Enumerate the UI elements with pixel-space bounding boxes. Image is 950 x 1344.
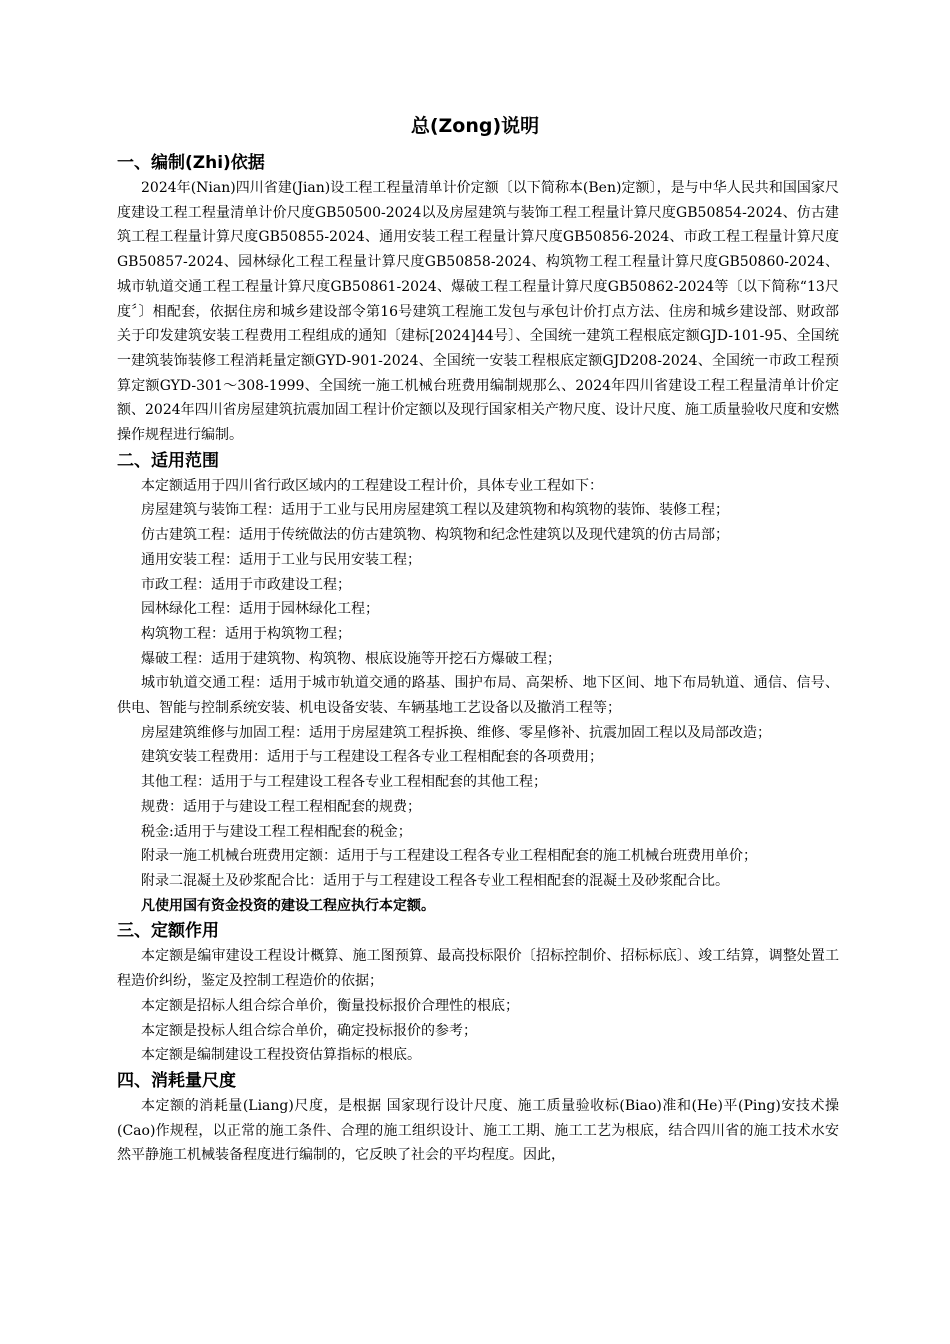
paragraph: 本定额是招标人组合综合单价，衡量投标报价合理性的根底； <box>141 997 519 1014</box>
paragraph: 规费：适用于与建设工程工程相配套的规费； <box>141 798 421 815</box>
section-heading-basis: 一、编制(Zhi)依据 <box>117 153 265 173</box>
paragraph: 构筑物工程：适用于构筑物工程； <box>141 625 351 642</box>
paragraph: 2024年(Nian)四川省建(Jian)设工程工程量清单计价定额〔以下简称本(Ben)定额〕，是与中华人民共和国国家尺度建设工程工程量清单计价尺度GB50500-2024以及房屋建筑与装饰工程工程量计算尺度GB50854-2024、仿古建筑工程工程量计算尺度GB50855-2024、通用安装工程工程量计算尺度GB50856-2024、市政工程工程量计算尺度GB50857-2024、园林绿化工程工程量计算尺度GB50858-2024、构筑物工程工程量计算尺度GB50860-2024、城市轨道交通工程工程量计算尺度GB50861-2024、爆破工程工程量计算尺度GB50862-2024等〔以下简称“13尺度〞〕相配套，依据住房和城乡建设部令第16号建筑工程施工发包与承包计价打点方法、住房和城乡建设部、财政部关于印发建筑安装工程费用工程组成的通知〔建标[2024]44号〕、全国统一建筑工程根底定额GJD-101-95、全国统一建筑装饰装修工程消耗量定额GYD-901-2024、全国统一安装工程根底定额GJD208-2024、全国统一市政工程预算定额GYD-301～308-1999、全国统一施工机械台班费用编制规那么、2024年四川省建设工程工程量清单计价定额、2024年四川省房屋建筑抗震加固工程计价定额以及现行国家相关产物尺度、设计尺度、施工质量验收尺度和安燃操作规程进行编制。 <box>117 180 839 444</box>
paragraph: 税金:适用于与建设工程工程相配套的税金； <box>141 823 412 840</box>
paragraph: 房屋建筑与装饰工程：适用于工业与民用房屋建筑工程以及建筑物和构筑物的装饰、装修工程； <box>141 502 729 519</box>
paragraph: 建筑安装工程费用：适用于与工程建设工程各专业工程相配套的各项费用； <box>141 749 603 766</box>
paragraph: 附录一施工机械台班费用定额：适用于与工程建设工程各专业工程相配套的施工机械台班费用单价； <box>141 848 757 865</box>
document-title: 总(Zong)说明 <box>410 115 540 137</box>
paragraph: 城市轨道交通工程：适用于城市轨道交通的路基、围护布局、高架桥、地下区间、地下布局轨道、通信、信号、供电、智能与控制系统安装、机电设备安装、车辆基地工艺设备以及撤消工程等； <box>117 675 839 717</box>
section-heading-consumption: 四、消耗量尺度 <box>117 1070 236 1091</box>
section-heading-scope: 二、适用范围 <box>117 450 219 471</box>
paragraph: 本定额是编审建设工程设计概算、施工图预算、最高投标限价〔招标控制价、招标标底〕、竣工结算，调整处置工程造价纠纷，鉴定及控制工程造价的依据； <box>117 948 839 990</box>
paragraph: 本定额是编制建设工程投资估算指标的根底。 <box>141 1047 421 1064</box>
paragraph: 附录二混凝土及砂浆配合比：适用于与工程建设工程各专业工程相配套的混凝土及砂浆配合比。 <box>141 872 729 889</box>
paragraph: 本定额的消耗量(Liang)尺度，是根据 国家现行设计尺度、施工质量验收标(Biao)准和(He)平(Ping)安技术操(Cao)作规程，以正常的施工条件、合理的施工组织设计、施工工期、施工工艺为根底，结合四川省的施工技术水安然平静施工机械装备程度进行编制的，它反映了社会的平均程度。因此， <box>117 1097 839 1164</box>
paragraph: 仿古建筑工程：适用于传统做法的仿古建筑物、构筑物和纪念性建筑以及现代建筑的仿古局部； <box>141 527 729 544</box>
emphasis-paragraph: 凡使用国有资金投资的建设工程应执行本定额。 <box>141 897 435 914</box>
paragraph: 园林绿化工程：适用于园林绿化工程； <box>141 601 379 618</box>
document-body <box>117 150 839 1168</box>
paragraph: 本定额适用于四川省行政区域内的工程建设工程计价，具体专业工程如下： <box>141 477 603 494</box>
paragraph: 其他工程：适用于与工程建设工程各专业工程相配套的其他工程； <box>141 774 547 791</box>
paragraph: 通用安装工程：适用于工业与民用安装工程； <box>141 551 421 568</box>
paragraph: 房屋建筑维修与加固工程：适用于房屋建筑工程拆换、维修、零星修补、抗震加固工程以及局部改造； <box>141 724 771 741</box>
paragraph: 本定额是投标人组合综合单价，确定投标报价的参考； <box>141 1022 477 1039</box>
paragraph: 市政工程：适用于市政建设工程； <box>141 576 351 593</box>
section-heading-function: 三、定额作用 <box>117 921 219 942</box>
paragraph: 爆破工程：适用于建筑物、构筑物、根底设施等开挖石方爆破工程； <box>141 650 561 667</box>
